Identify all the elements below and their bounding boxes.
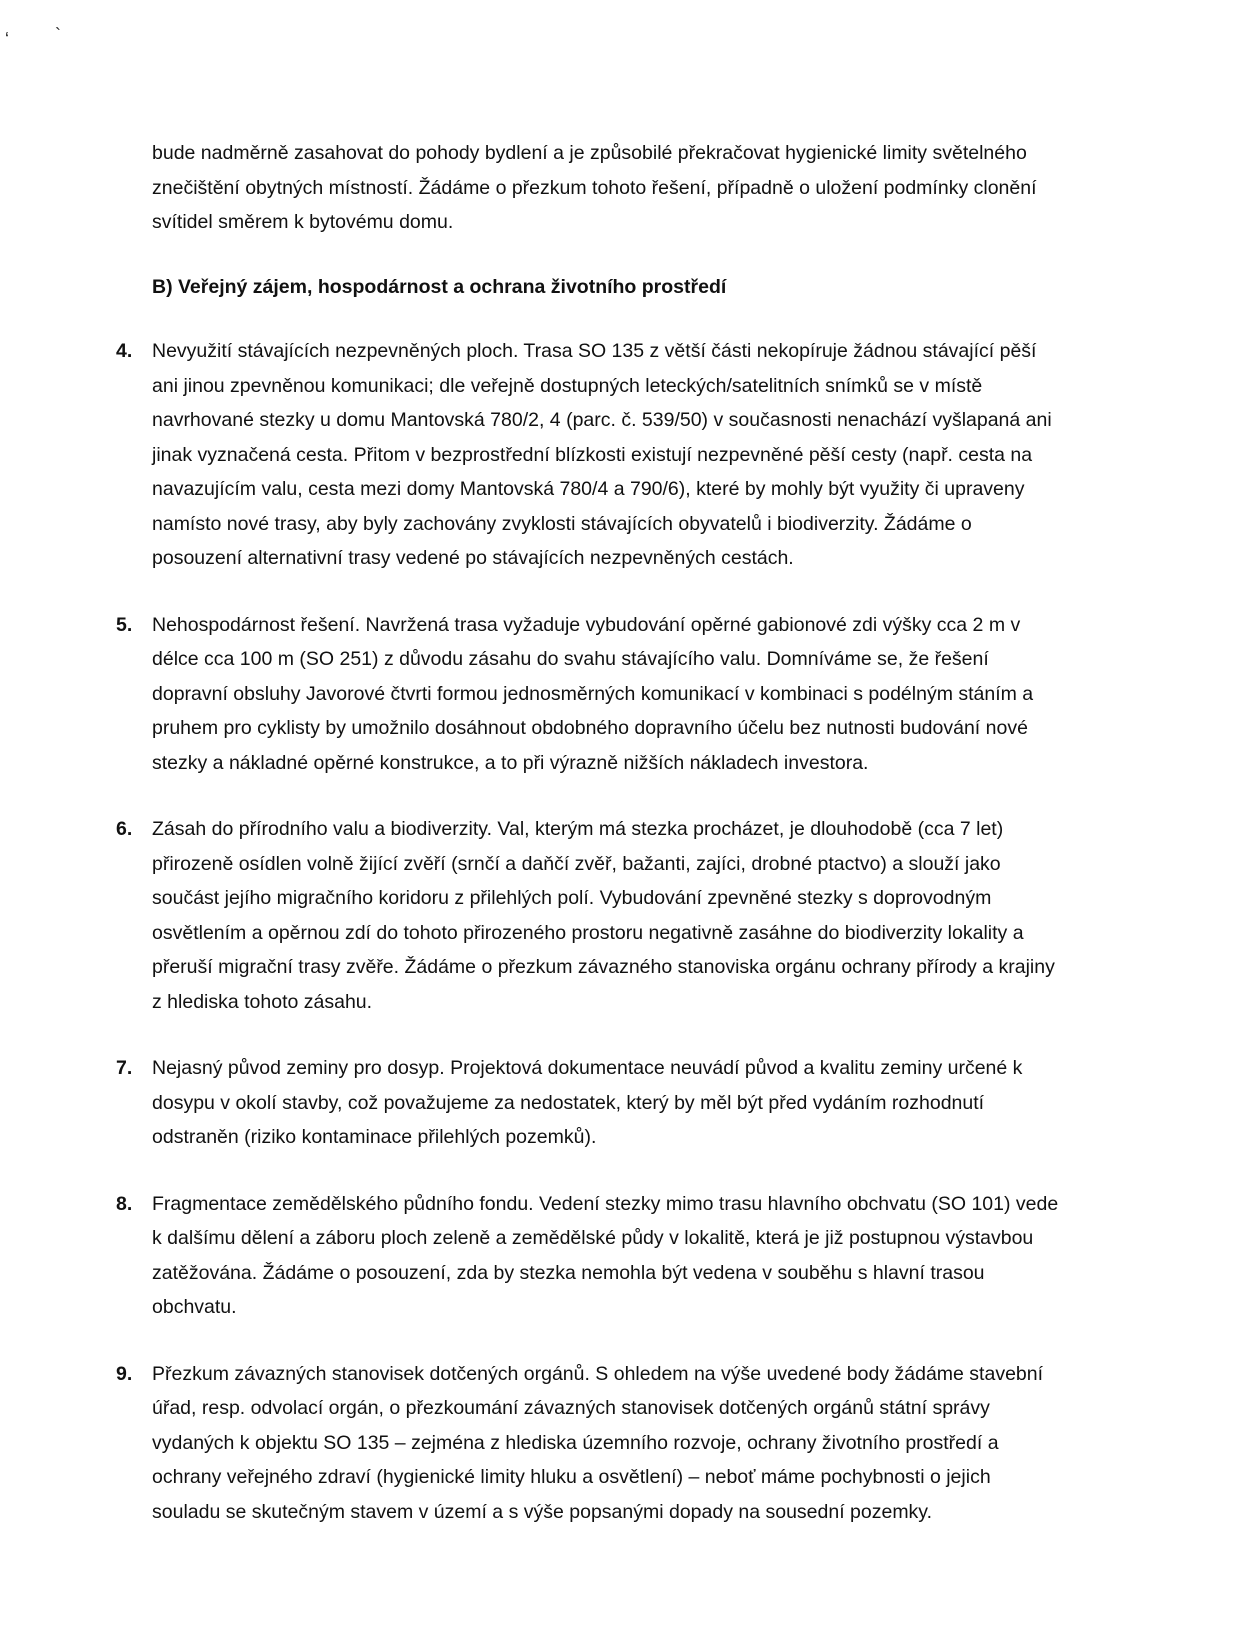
list-item <box>116 812 1062 1019</box>
scan-artifact-mark: ` <box>55 25 61 45</box>
item-text: Nejasný původ zeminy pro dosyp. Projektová dokumentace neuvádí původ a kvalitu zeminy určené k dosypu v okolí stavby, což považujeme za nedostatek, který by měl být před vydáním rozhodnutí odstraněn (riziko kontaminace přilehlých pozemků). <box>152 1057 1023 1148</box>
document-body <box>116 136 1062 1529</box>
list-item <box>116 1051 1062 1155</box>
item-text: Nevyužití stávajících nezpevněných ploch. Trasa SO 135 z větší části nekopíruje žádnou stávající pěší ani jinou zpevněnou komunikaci; dle veřejně dostupných leteckých/satelitních snímků se v místě navrhované stezky u domu Mantovská 780/2, 4 (parc. č. 539/50) v současnosti nenachází vyšlapaná ani jinak vyznačená cesta. Přitom v bezprostřední blízkosti existují nezpevněné pěší cesty (např. cesta na navazujícím valu, cesta mezi domy Mantovská 780/4 a 790/6), které by mohly být využity či upraveny namísto nové trasy, aby byly zachovány zvyklosti stávajících obyvatelů i biodiverzity. Žádáme o posouzení alternativní trasy vedené po stávajících nezpevněných cestách. <box>152 340 1052 569</box>
item-number: 6. <box>116 818 133 840</box>
list-item <box>116 334 1062 576</box>
item-text: Zásah do přírodního valu a biodiverzity. Val, kterým má stezka procházet, je dlouhodobě (cca 7 let) přirozeně osídlen volně žijící zvěří (srnčí a daňčí zvěř, bažanti, zajíci, drobné ptactvo) a slouží jako součást jejího migračního koridoru z přilehlých polí. Vybudování zpevněné stezky s doprovodným osvětlením a opěrnou zdí do tohoto přirozeného prostoru negativně zasáhne do biodiverzity lokality a přeruší migrační trasy zvěře. Žádáme o přezkum závazného stanoviska orgánu ochrany přírody a krajiny z hlediska tohoto zásahu. <box>152 818 1055 1013</box>
scan-artifact-mark: ‘ <box>5 29 9 49</box>
intro-paragraph: bude nadměrně zasahovat do pohody bydlení a je způsobilé překračovat hygienické limity světelného znečištění obytných místností. Žádáme o přezkum tohoto řešení, případně o uložení podmínky clonění svítidel směrem k bytovému domu. <box>152 142 1037 233</box>
item-number: 8. <box>116 1192 133 1215</box>
section-heading: B) Veřejný zájem, hospodárnost a ochrana životního prostředí <box>152 275 727 298</box>
list-item <box>116 608 1062 781</box>
item-text: Přezkum závazných stanovisek dotčených orgánů. S ohledem na výše uvedené body žádáme stavební úřad, resp. odvolací orgán, o přezkoumání závazných stanovisek dotčených orgánů státní správy vydaných k objektu SO 135 – zejména z hlediska územního rozvoje, ochrany životního prostředí a ochrany veřejného zdraví (hygienické limity hluku a osvětlení) – neboť máme pochybnosti o jejich souladu se skutečným stavem v území a s výše popsanými dopady na sousední pozemky. <box>152 1362 1044 1523</box>
item-number: 7. <box>116 1057 133 1079</box>
list-item <box>116 1187 1062 1325</box>
item-text: Fragmentace zemědělského půdního fondu. Vedení stezky mimo trasu hlavního obchvatu (SO 101) vede k dalšímu dělení a záboru ploch zeleně a zemědělské půdy v lokalitě, která je již postupnou výstavbou zatěžována. Žádáme o posouzení, zda by stezka nemohla být vedena v souběhu s hlavní trasou obchvatu. <box>152 1192 1059 1318</box>
item-number: 5. <box>116 613 133 636</box>
item-text: Nehospodárnost řešení. Navržená trasa vyžaduje vybudování opěrné gabionové zdi výšky cca 2 m v délce cca 100 m (SO 251) z důvodu zásahu do svahu stávajícího valu. Domníváme se, že řešení dopravní obsluhy Javorové čtvrti formou jednosměrných komunikací v kombinaci s podélným stáním a pruhem pro cyklisty by umožnilo dosáhnout obdobného dopravního účelu bez nutnosti budování nové stezky a nákladné opěrné konstrukce, a to při výrazně nižších nákladech investora. <box>152 613 1034 774</box>
list-item <box>116 1357 1062 1530</box>
item-number: 9. <box>116 1362 133 1385</box>
item-number: 4. <box>116 340 133 362</box>
